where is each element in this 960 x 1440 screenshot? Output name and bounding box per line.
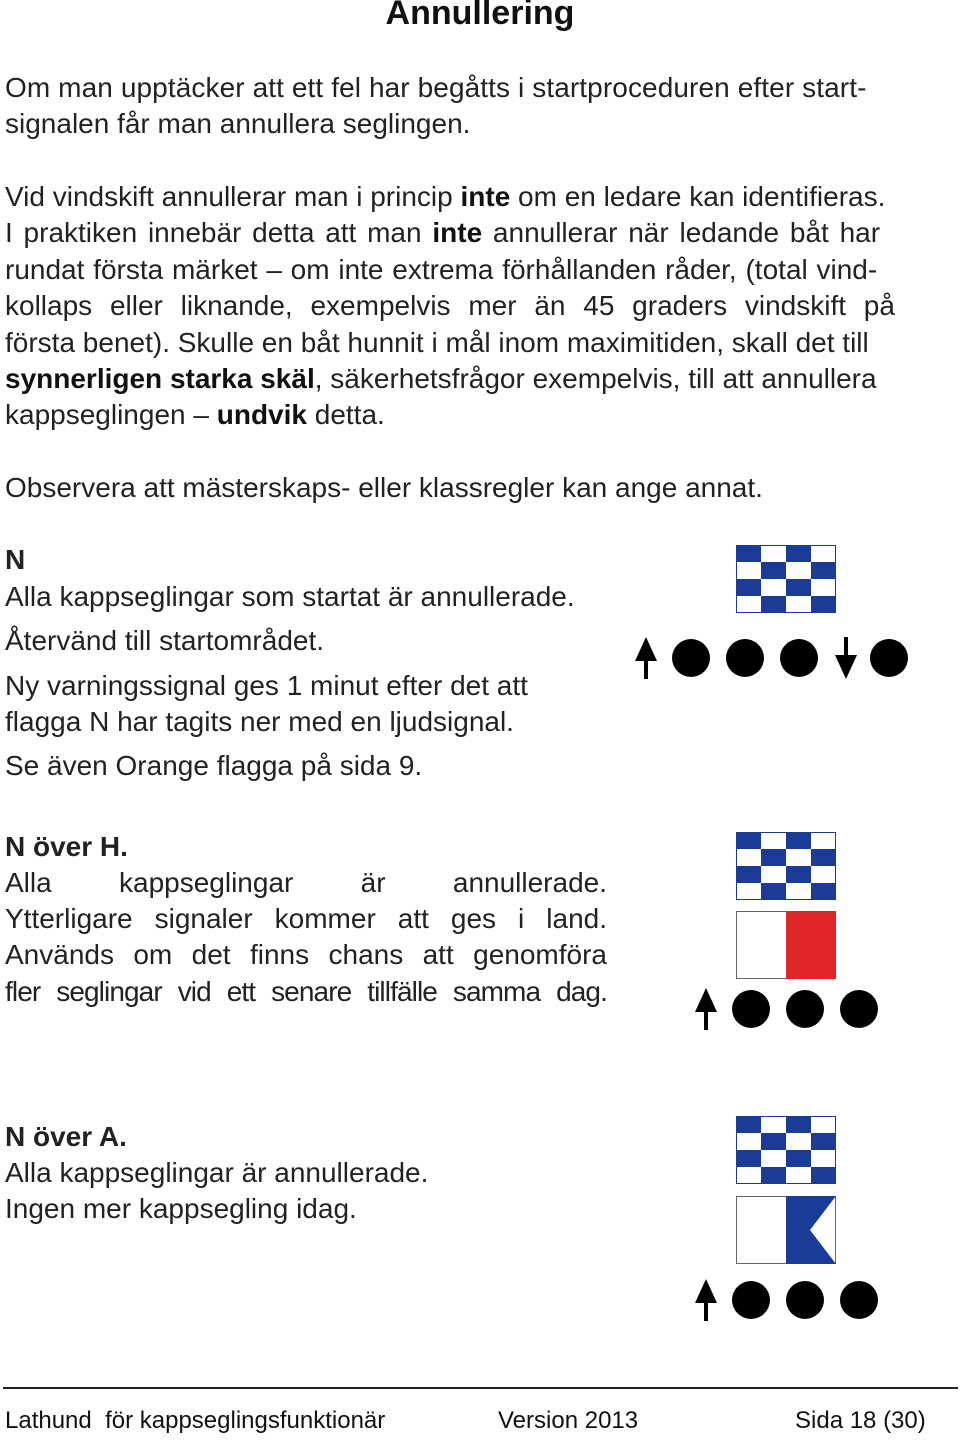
- footer-document-title: Lathund för kappseglingsfunktionär: [5, 1407, 386, 1434]
- footer-version: Version 2013: [498, 1407, 639, 1434]
- section-text-line: Alla kappseglingar är annullerade.: [5, 1157, 429, 1188]
- section-heading-n-over-a: N över A.: [5, 1121, 127, 1152]
- footer-divider: [3, 1387, 958, 1389]
- signal-dot-icon: [786, 990, 824, 1028]
- section-text-line: Ny varningssignal ges 1 minut efter det att: [5, 670, 528, 701]
- section-text-line: Se även Orange flagga på sida 9.: [5, 750, 423, 781]
- intro-paragraph-3: Observera att mästerskaps- eller klassregler kan ange annat.: [5, 472, 763, 503]
- emphasis: inte: [460, 181, 511, 212]
- text-line: synnerligen starka skäl, säkerhetsfrågor exempelvis, till att annullera: [5, 363, 877, 395]
- arrow-up-icon: [634, 637, 658, 679]
- footer-page-number: Sida 18 (30): [795, 1407, 926, 1434]
- sound-signals-n: [634, 637, 924, 679]
- text-line: Vid vindskift annullerar man i princip inte om en ledare kan identifieras.: [5, 181, 886, 212]
- section-text-line: Alla kappseglingar som startat är annullerade.: [5, 581, 575, 612]
- text-line: I praktiken innebär detta att man inte annullerar när ledande båt har: [5, 217, 881, 249]
- arrow-down-icon: [834, 637, 858, 679]
- section-text-line: Återvänd till startområdet.: [5, 625, 325, 656]
- signal-dot-icon: [840, 990, 878, 1028]
- text-line: signalen får man annullera seglingen.: [5, 108, 471, 140]
- flag-n-icon: [736, 545, 836, 613]
- page-title: Annullering: [385, 0, 575, 32]
- signal-dot-icon: [780, 639, 818, 677]
- signal-dot-icon: [726, 639, 764, 677]
- emphasis: inte: [432, 217, 483, 249]
- signal-dot-icon: [732, 990, 770, 1028]
- section-text-line: Alla kappseglingar är annullerade.: [5, 867, 607, 898]
- arrow-up-icon: [694, 1279, 718, 1321]
- sound-signals-n-over-h: [694, 988, 894, 1030]
- flag-n-icon: [736, 832, 836, 900]
- section-text-line: flagga N har tagits ner med en ljudsignal.: [5, 706, 514, 737]
- intro-paragraph-2: [5, 179, 958, 434]
- signal-dot-icon: [870, 639, 908, 677]
- signal-dot-icon: [732, 1281, 770, 1319]
- arrow-up-icon: [694, 988, 718, 1030]
- section-text-line: Används om det finns chans att genomföra: [5, 939, 607, 970]
- section-heading-n: N: [5, 544, 26, 575]
- text-line: kappseglingen – undvik detta.: [5, 399, 385, 431]
- emphasis: undvik: [216, 399, 307, 431]
- text-line: Om man upptäcker att ett fel har begåtts i startproceduren efter start-: [5, 72, 867, 103]
- signal-dot-icon: [672, 639, 710, 677]
- text-line: kollaps eller liknande, exempelvis mer än 45 graders vindskift på: [5, 290, 895, 322]
- section-text-line: fler seglingar vid ett senare tillfälle samma dag.: [5, 976, 607, 1007]
- signal-dot-icon: [840, 1281, 878, 1319]
- intro-paragraph-1: [5, 70, 958, 143]
- section-heading-n-over-h: N över H.: [5, 831, 128, 862]
- flag-h-icon: [736, 911, 836, 979]
- section-text-line: Ingen mer kappsegling idag.: [5, 1193, 357, 1224]
- sound-signals-n-over-a: [694, 1279, 894, 1321]
- flag-n-icon: [736, 1116, 836, 1184]
- signal-dot-icon: [786, 1281, 824, 1319]
- emphasis: synnerligen starka skäl: [5, 363, 315, 395]
- section-text-line: Ytterligare signaler kommer att ges i land.: [5, 903, 607, 934]
- text-line: rundat första märket – om inte extrema förhållanden råder, (total vind-: [5, 253, 878, 285]
- flag-a-icon: [736, 1196, 836, 1264]
- text-line: första benet). Skulle en båt hunnit i mål inom maximitiden, skall det till: [5, 326, 869, 358]
